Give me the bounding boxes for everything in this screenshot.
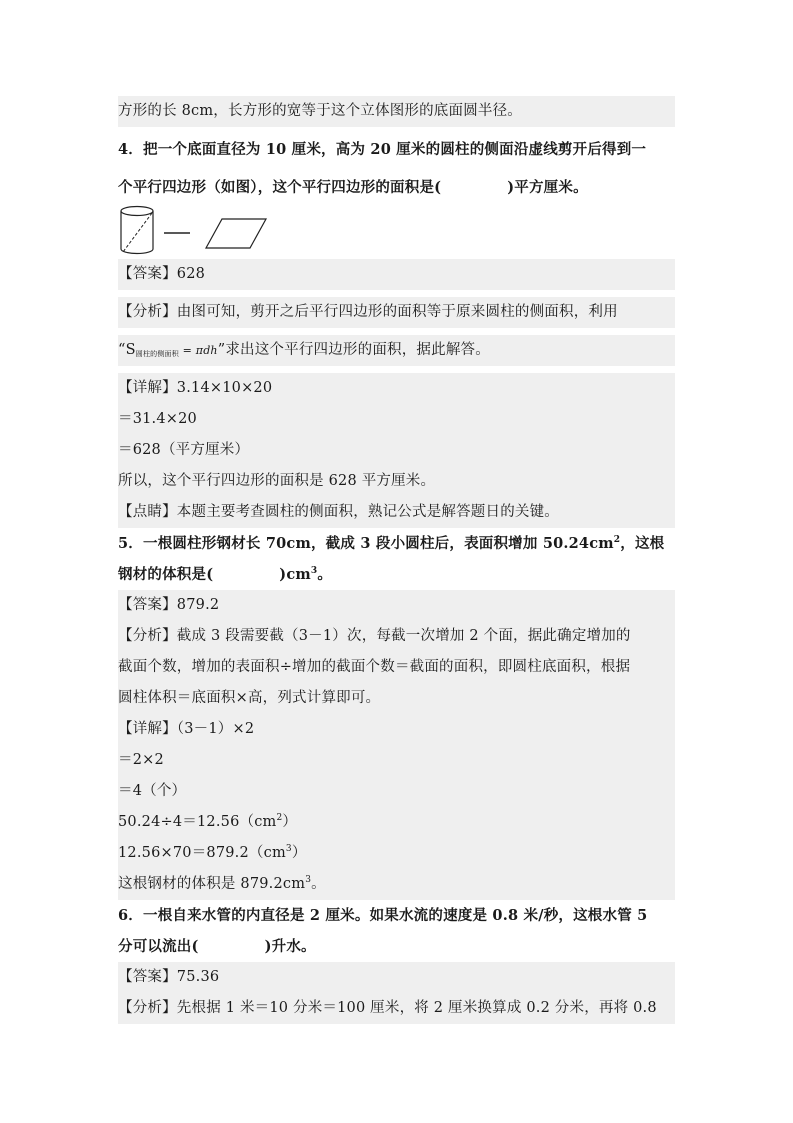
analysis-line: 【分析】截成 3 段需要截（3－1）次，每截一次增加 2 个面，据此确定增加的 xyxy=(118,621,675,652)
analysis-line: 【分析】先根据 1 米＝10 分米＝100 厘米，将 2 厘米换算成 0.2 分米，再将 0.8 xyxy=(118,993,675,1024)
parallelogram-shape xyxy=(206,219,266,248)
document-page xyxy=(118,96,675,1024)
detail-line: ＝2×2 xyxy=(118,745,675,776)
detail-line: 【详解】（3－1）×2 xyxy=(118,714,675,745)
cylinder-diagram xyxy=(118,203,298,259)
cylinder-to-parallelogram-figure xyxy=(118,203,675,259)
tip-line: 【点睛】本题主要考查圆柱的侧面积，熟记公式是解答题日的关键。 xyxy=(118,497,675,528)
detail-line: $12.56\times 70=879.2(cm^3)$ xyxy=(118,838,675,869)
question-4-line-1: 4．把一个底面直径为 10 厘米，高为 20 厘米的圆柱的侧面沿虚线剪开后得到一 xyxy=(118,141,647,158)
question-5-line-2: 钢材的体积是( )$cm^3$。 xyxy=(118,566,333,583)
detail-line: $50.24\div 4=12.56(cm^2)$ xyxy=(118,807,675,838)
detail-line: 【详解】3.14×10×20 xyxy=(118,373,675,404)
analysis-line: 【分析】由图可知，剪开之后平行四边形的面积等于原来圆柱的侧面积，利用 xyxy=(118,297,675,328)
answer-line: 【答案】879.2 xyxy=(118,590,675,621)
answer-line: 【答案】628 xyxy=(118,259,675,290)
cylinder-bottom-arc xyxy=(121,249,153,254)
text-line: 方形的长 8cm，长方形的宽等于这个立体图形的底面圆半径。 xyxy=(118,96,675,127)
detail-line: 所以，这个平行四边形的面积是 628 平方厘米。 xyxy=(118,466,675,497)
question-4-line-2: 个平行四边形（如图），这个平行四边形的面积是( )平方厘米。 xyxy=(118,179,588,196)
cylinder-top-ellipse xyxy=(121,207,153,216)
detail-line: ＝31.4×20 xyxy=(118,404,675,435)
question-6-line-1: 6．一根自来水管的内直径是 2 厘米。如果水流的速度是 0.8 米/秒，这根水管 5 xyxy=(118,907,648,924)
detail-line: ＝628（平方厘米） xyxy=(118,435,675,466)
analysis-line: 截面个数，增加的表面积÷增加的截面个数＝截面的面积，即圆柱底面积，根据 xyxy=(118,652,675,683)
answer-line: 【答案】75.36 xyxy=(118,962,675,993)
cut-dashed-line xyxy=(123,213,152,252)
detail-line: 这根钢材的体积是 $879.2cm^3$。 xyxy=(118,869,675,900)
question-5-line-1: 5．一根圆柱形钢材长 70cm，截成 3 段小圆柱后，表面积增加 $50.24cm^2$，这根 xyxy=(118,535,665,552)
question-6-line-2: 分可以流出( )升水。 xyxy=(118,938,316,955)
detail-line: ＝4（个） xyxy=(118,776,675,807)
analysis-formula-line: “$S_{圆柱的侧面积} = \pi dh$”求出这个平行四边形的面积，据此解答。 xyxy=(118,335,675,366)
analysis-line: 圆柱体积＝底面积×高，列式计算即可。 xyxy=(118,683,675,714)
